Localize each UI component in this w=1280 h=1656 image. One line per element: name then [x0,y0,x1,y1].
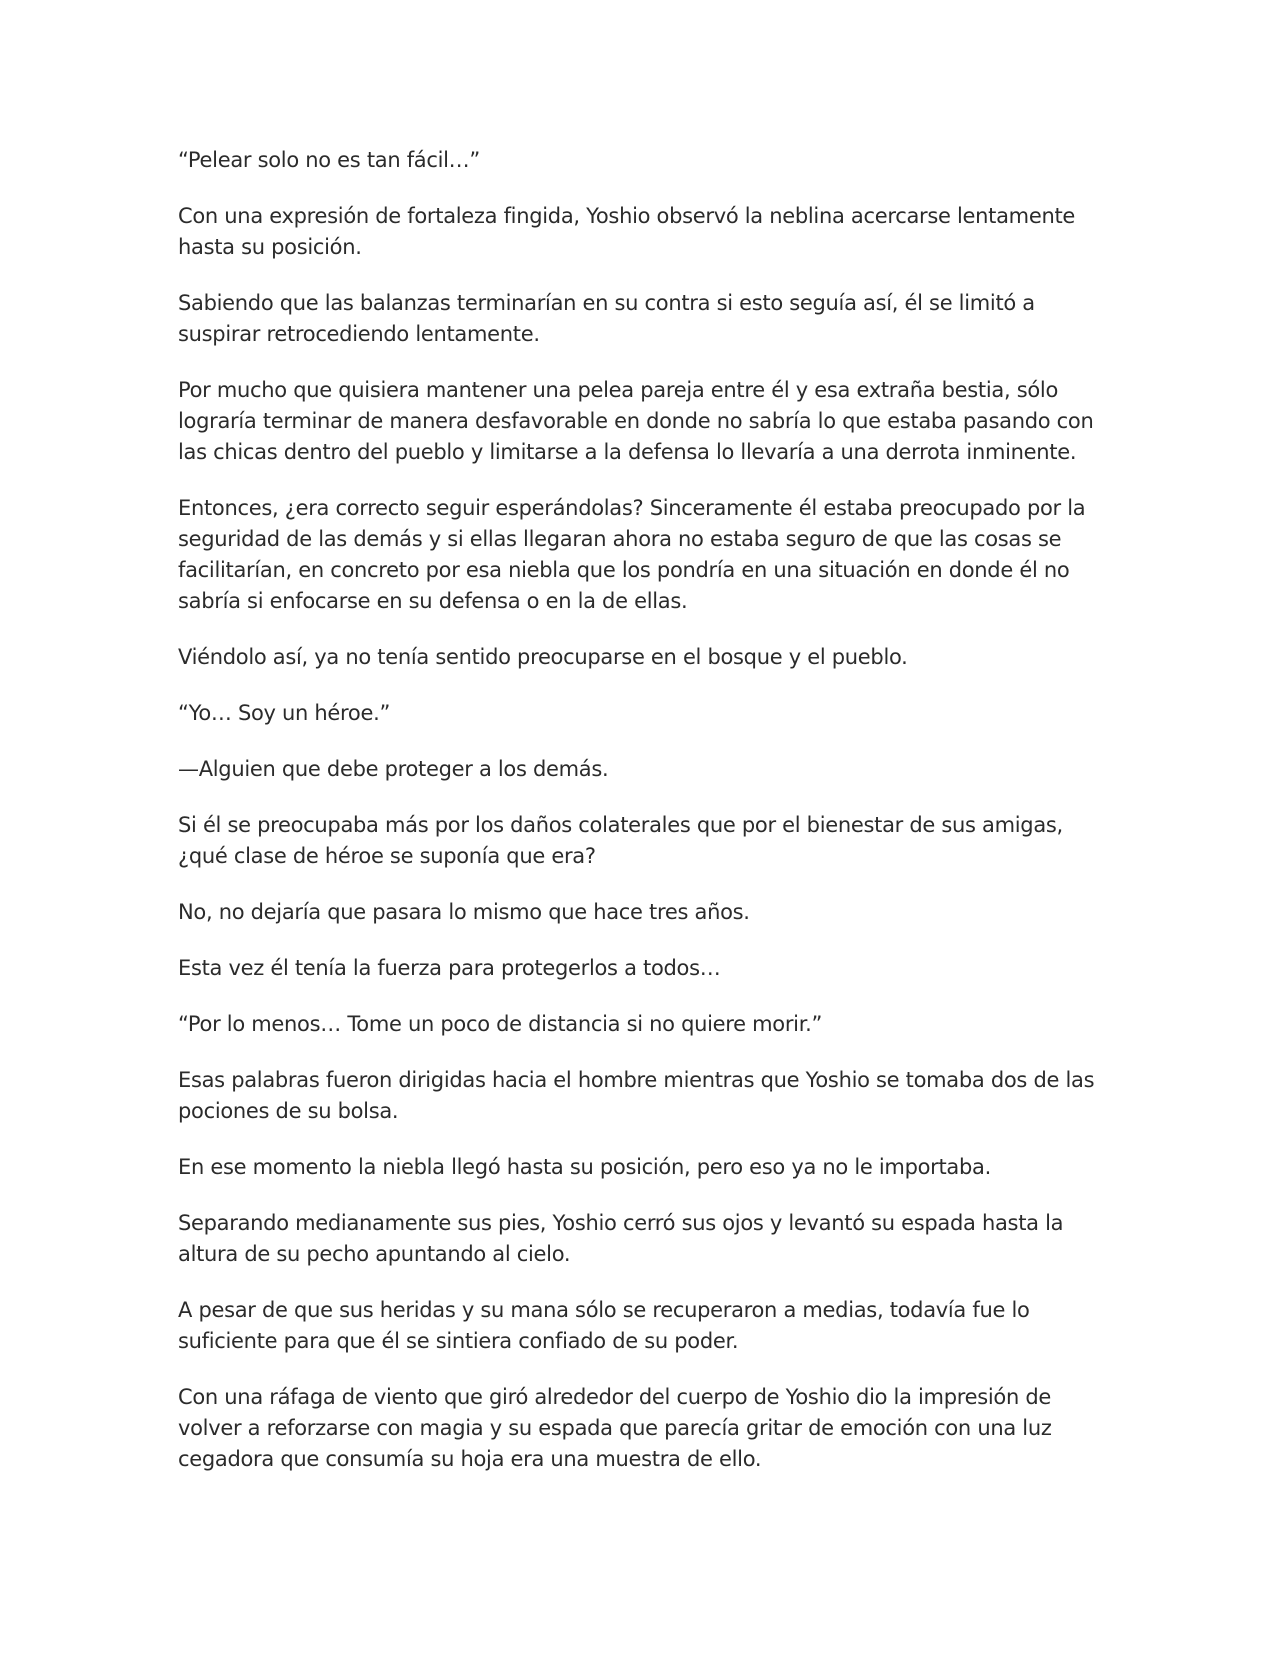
paragraph: Con una expresión de fortaleza fingida, Yoshio observó la neblina acercarse lentamente hasta su posición. [178,204,1076,259]
paragraph: “Yo… Soy un héroe.” [178,701,391,725]
paragraph: “Pelear solo no es tan fácil…” [178,148,480,172]
paragraph: Esas palabras fueron dirigidas hacia el hombre mientras que Yoshio se tomaba dos de las pociones de su bolsa. [178,1068,1095,1123]
paragraph: Separando medianamente sus pies, Yoshio cerró sus ojos y levantó su espada hasta la altura de su pecho apuntando al cielo. [178,1211,1064,1266]
paragraph: Con una ráfaga de viento que giró alrededor del cuerpo de Yoshio dio la impresión de volver a reforzarse con magia y su espada que parecía gritar de emoción con una luz cegadora que consumía su hoja era una muestra de ello. [178,1385,1052,1471]
paragraph: Viéndolo así, ya no tenía sentido preocuparse en el bosque y el pueblo. [178,645,908,669]
paragraph: Esta vez él tenía la fuerza para protegerlos a todos… [178,956,721,980]
paragraph: No, no dejaría que pasara lo mismo que hace tres años. [178,900,750,924]
document-body [178,145,1118,1500]
paragraph: Sabiendo que las balanzas terminarían en su contra si esto seguía así, él se limitó a suspirar retrocediendo lentamente. [178,291,1035,346]
paragraph: A pesar de que sus heridas y su mana sólo se recuperaron a medias, todavía fue lo suficiente para que él se sintiera confiado de su poder. [178,1298,1030,1353]
paragraph: Entonces, ¿era correcto seguir esperándolas? Sinceramente él estaba preocupado por la seguridad de las demás y si ellas llegaran ahora no estaba seguro de que las cosas se facilitarían, en concreto por esa niebla que los pondría en una situación en donde él no sabría si enfocarse en su defensa o en la de ellas. [178,496,1086,613]
paragraph: Por mucho que quisiera mantener una pelea pareja entre él y esa extraña bestia, sólo lograría terminar de manera desfavorable en donde no sabría lo que estaba pasando con las chicas dentro del pueblo y limitarse a la defensa lo llevaría a una derrota inminente. [178,378,1094,464]
paragraph: Si él se preocupaba más por los daños colaterales que por el bienestar de sus amigas, ¿qué clase de héroe se suponía que era? [178,813,1063,868]
paragraph: En ese momento la niebla llegó hasta su posición, pero eso ya no le importaba. [178,1155,991,1179]
paragraph: “Por lo menos… Tome un poco de distancia si no quiere morir.” [178,1012,823,1036]
paragraph: —Alguien que debe proteger a los demás. [178,757,609,781]
